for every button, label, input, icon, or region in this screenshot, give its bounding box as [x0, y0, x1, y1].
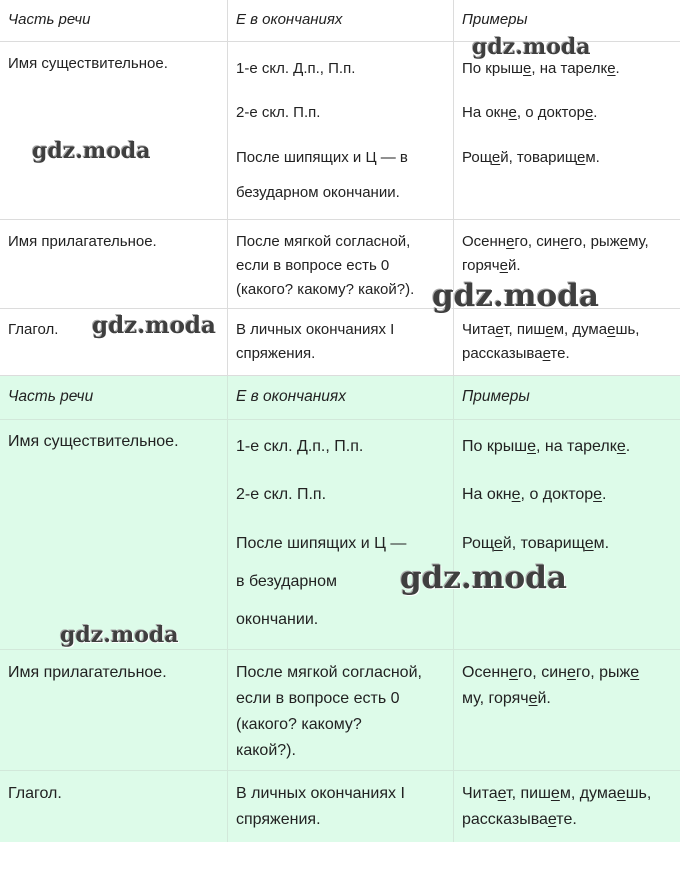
- example-text: го, син: [517, 664, 567, 681]
- header-part-of-speech: Часть речи: [8, 11, 91, 28]
- highlighted-ending: е: [550, 785, 560, 802]
- example-text: й, товарищ: [502, 535, 585, 552]
- highlighted-ending: е: [508, 104, 517, 121]
- example-text: .: [602, 486, 607, 503]
- example-text: м.: [593, 535, 610, 552]
- table-row-verb: [0, 771, 680, 842]
- highlighted-ending: е: [495, 321, 504, 338]
- highlighted-ending: е: [566, 664, 576, 681]
- highlighted-ending: е: [506, 233, 515, 250]
- table-row-noun: [0, 420, 680, 650]
- example-text: По крыш: [462, 438, 528, 455]
- example-line: [462, 811, 577, 829]
- highlighted-ending: е: [545, 321, 554, 338]
- highlighted-ending: е: [493, 535, 503, 552]
- highlighted-ending: е: [499, 257, 508, 274]
- example-text: й.: [507, 257, 521, 274]
- example-text: м, дума: [559, 785, 617, 802]
- example-text: рассказыва: [462, 811, 548, 828]
- cell-endings: После мягкой согласной, если в вопросе есть 0 (какого? какому? какой?).: [227, 650, 453, 770]
- header-examples: Примеры: [453, 376, 680, 419]
- example-line: [462, 486, 607, 504]
- table-2: [0, 376, 680, 842]
- watermark: gdz.moda: [432, 278, 599, 314]
- highlighted-ending: е: [491, 149, 501, 166]
- cell-endings: 1-е скл. Д.п., П.п. 2-е скл. П.п. После шипящих и Ц — в безударном окончании.: [227, 42, 453, 219]
- example-line: [462, 438, 630, 456]
- highlighted-ending: е: [619, 233, 629, 250]
- table-row-noun: [0, 42, 680, 220]
- highlighted-ending: е: [497, 785, 507, 802]
- example-line: [462, 149, 600, 166]
- example-text: т, пиш: [506, 785, 551, 802]
- example-line: [462, 535, 609, 553]
- example-text: На окн: [462, 104, 509, 121]
- highlighted-ending: е: [577, 149, 586, 166]
- highlighted-ending: е: [527, 438, 536, 455]
- example-line: [462, 345, 570, 362]
- example-text: те.: [556, 811, 577, 828]
- watermark: gdz.moda: [400, 560, 567, 596]
- example-text: , на тарелк: [531, 60, 608, 77]
- cell-part: Глагол.: [8, 321, 59, 338]
- example-text: му,: [628, 233, 649, 250]
- example-text: Осенн: [462, 664, 510, 681]
- highlighted-ending: е: [584, 104, 594, 121]
- example-text: го, син: [514, 233, 561, 250]
- highlighted-ending: е: [523, 60, 532, 77]
- example-text: шь,: [625, 785, 652, 802]
- cell-part: Глагол.: [8, 785, 62, 802]
- example-text: , о доктор: [516, 104, 585, 121]
- example-text: т, пиш: [503, 321, 546, 338]
- highlighted-ending: е: [584, 535, 594, 552]
- example-line: [462, 785, 651, 803]
- example-text: й, товарищ: [500, 149, 578, 166]
- highlighted-ending: е: [616, 438, 626, 455]
- example-text: Рощ: [462, 149, 492, 166]
- highlighted-ending: е: [509, 664, 518, 681]
- example-text: м, дума: [553, 321, 608, 338]
- example-text: .: [625, 438, 631, 455]
- example-text: рассказыва: [462, 345, 543, 362]
- cell-part: Имя существительное.: [8, 433, 179, 450]
- highlighted-ending: е: [547, 811, 557, 828]
- highlighted-ending: е: [542, 345, 551, 362]
- example-text: , на тарелк: [535, 438, 617, 455]
- example-text: го, рыж: [575, 664, 631, 681]
- cell-endings: 1-е скл. Д.п., П.п. 2-е скл. П.п. После шипящих и Ц — в безударном окончании.: [227, 420, 453, 649]
- highlighted-ending: е: [593, 486, 603, 503]
- example-line: [462, 233, 649, 250]
- watermark: gdz.moda: [32, 138, 151, 164]
- example-line: [462, 60, 620, 77]
- cell-part: Имя прилагательное.: [8, 664, 167, 681]
- example-text: го, рыж: [568, 233, 620, 250]
- highlighted-ending: е: [616, 785, 626, 802]
- cell-examples: [453, 42, 680, 219]
- highlighted-ending: е: [607, 321, 616, 338]
- highlighted-ending: е: [630, 664, 640, 681]
- highlighted-ending: е: [560, 233, 569, 250]
- example-line: [462, 257, 521, 274]
- example-text: .: [593, 104, 598, 121]
- cell-examples: [453, 650, 680, 770]
- example-text: му, горяч: [462, 690, 529, 707]
- example-line: [462, 321, 639, 338]
- cell-endings: После мягкой согласной, если в вопросе есть 0 (какого? какому? какой?).: [227, 220, 453, 308]
- highlighted-ending: е: [528, 690, 538, 707]
- example-text: Рощ: [462, 535, 494, 552]
- example-text: горяч: [462, 257, 500, 274]
- example-line: [462, 690, 551, 708]
- cell-endings: В личных окончаниях I спряжения.: [227, 771, 453, 842]
- header-e-in-endings: Е в окончаниях: [227, 0, 453, 41]
- example-text: .: [615, 60, 620, 77]
- highlighted-ending: е: [511, 486, 521, 503]
- cell-examples: [453, 771, 680, 842]
- example-text: , о доктор: [520, 486, 594, 503]
- example-text: Осенн: [462, 233, 507, 250]
- example-text: Чита: [462, 785, 498, 802]
- cell-part: Имя прилагательное.: [8, 233, 157, 250]
- example-text: м.: [585, 149, 600, 166]
- header-part-of-speech: Часть речи: [8, 388, 94, 405]
- table-header-row: [0, 376, 680, 420]
- example-line: [462, 104, 597, 121]
- cell-examples: [453, 309, 680, 375]
- watermark: gdz.moda: [472, 34, 591, 60]
- highlighted-ending: е: [607, 60, 616, 77]
- header-examples: Примеры: [453, 0, 680, 41]
- example-line: [462, 664, 639, 682]
- example-text: По крыш: [462, 60, 524, 77]
- cell-part: Имя существительное.: [8, 55, 168, 72]
- cell-examples: [453, 420, 680, 649]
- watermark: gdz.moda: [60, 622, 179, 648]
- example-text: На окн: [462, 486, 512, 503]
- example-text: шь,: [615, 321, 640, 338]
- example-text: й.: [537, 690, 551, 707]
- cell-endings: В личных окончаниях I спряжения.: [227, 309, 453, 375]
- example-text: те.: [550, 345, 570, 362]
- watermark: gdz.moda: [92, 312, 216, 339]
- table-row-adjective: [0, 650, 680, 771]
- header-e-in-endings: Е в окончаниях: [227, 376, 453, 419]
- example-text: Чита: [462, 321, 496, 338]
